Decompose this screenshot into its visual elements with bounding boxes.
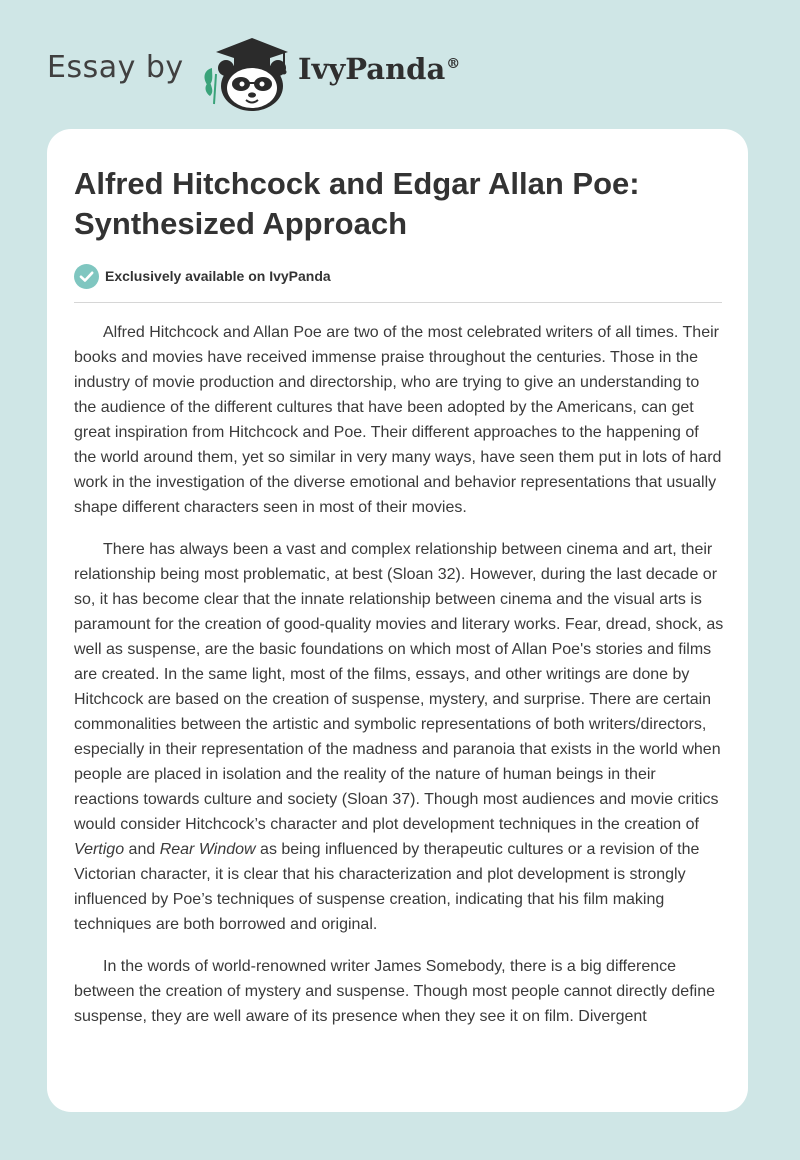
site-header bbox=[0, 0, 800, 125]
paragraph-2-part-2: as being influenced by therapeutic cultures or a revision of the Victorian character, it is clear that his characterization and plot development is strongly influenced by Poe’s techniques of suspense creation, indicating that his film making techniques are both borrowed and original. bbox=[74, 841, 700, 933]
divider bbox=[74, 302, 722, 303]
panda-graduate-logo-icon[interactable] bbox=[200, 34, 295, 112]
essay-title: Alfred Hitchcock and Edgar Allan Poe: Synthesized Approach bbox=[74, 166, 640, 241]
brand-prefix: Essay by bbox=[47, 50, 184, 85]
film-title-vertigo: Vertigo bbox=[74, 841, 125, 858]
availability-badge bbox=[74, 263, 331, 289]
essay-body bbox=[74, 320, 724, 1046]
paragraph-2-part-1: There has always been a vast and complex relationship between cinema and art, their relationship being most problematic, at best (Sloan 32). However, during the last decade or so, it has become clear that the innate relationship between cinema and the visual arts is paramount for the creation of good-quality movies and literary works. Fear, dread, shock, as well as suspense, are the basic foundations on which most of Allan Poe's stories and films are created. In the same light, most of the films, essays, and other writings are done by Hitchcock are based on the creation of suspense, mystery, and surprise. There are certain commonalities between the artistic and symbolic representations of both writers/directors, especially in their representation of the madness and paranoia that exists in the world when people are placed in isolation and the reality of the nature of human beings in their reactions towards culture and society (Sloan 37). Though most audiences and movie critics would consider Hitchcock’s character and plot development techniques in the creation of bbox=[74, 541, 724, 833]
availability-label: Exclusively available on IvyPanda bbox=[105, 268, 331, 284]
paragraph-2-conjunction: and bbox=[124, 841, 160, 858]
film-title-rear-window: Rear Window bbox=[159, 841, 256, 858]
brand-name[interactable]: IvyPanda® bbox=[298, 52, 461, 86]
check-circle-icon bbox=[74, 264, 99, 289]
essay-card bbox=[47, 129, 748, 1112]
paragraph-2 bbox=[74, 537, 724, 937]
paragraph-1: Alfred Hitchcock and Allan Poe are two of the most celebrated writers of all times. Their books and movies have received immense praise throughout the centuries. Those in the industry of movie production and directorship, who are trying to give an understanding to the audience of the different cultures that have been adopted by the Americans, can get great inspiration from Hitchcock and Poe. Their different approaches to the happening of the world around them, yet so similar in very many ways, have seen them put in lots of hard work in the investigation of the diverse emotional and behavior representations that usually shape different characters seen in most of their movies. bbox=[74, 324, 722, 516]
registered-mark: ® bbox=[446, 56, 461, 73]
paragraph-3: In the words of world-renowned writer James Somebody, there is a big difference between the creation of mystery and suspense. Though most people cannot directly define suspense, they are well aware of its presence when they see it on film. Divergent bbox=[74, 958, 715, 1025]
